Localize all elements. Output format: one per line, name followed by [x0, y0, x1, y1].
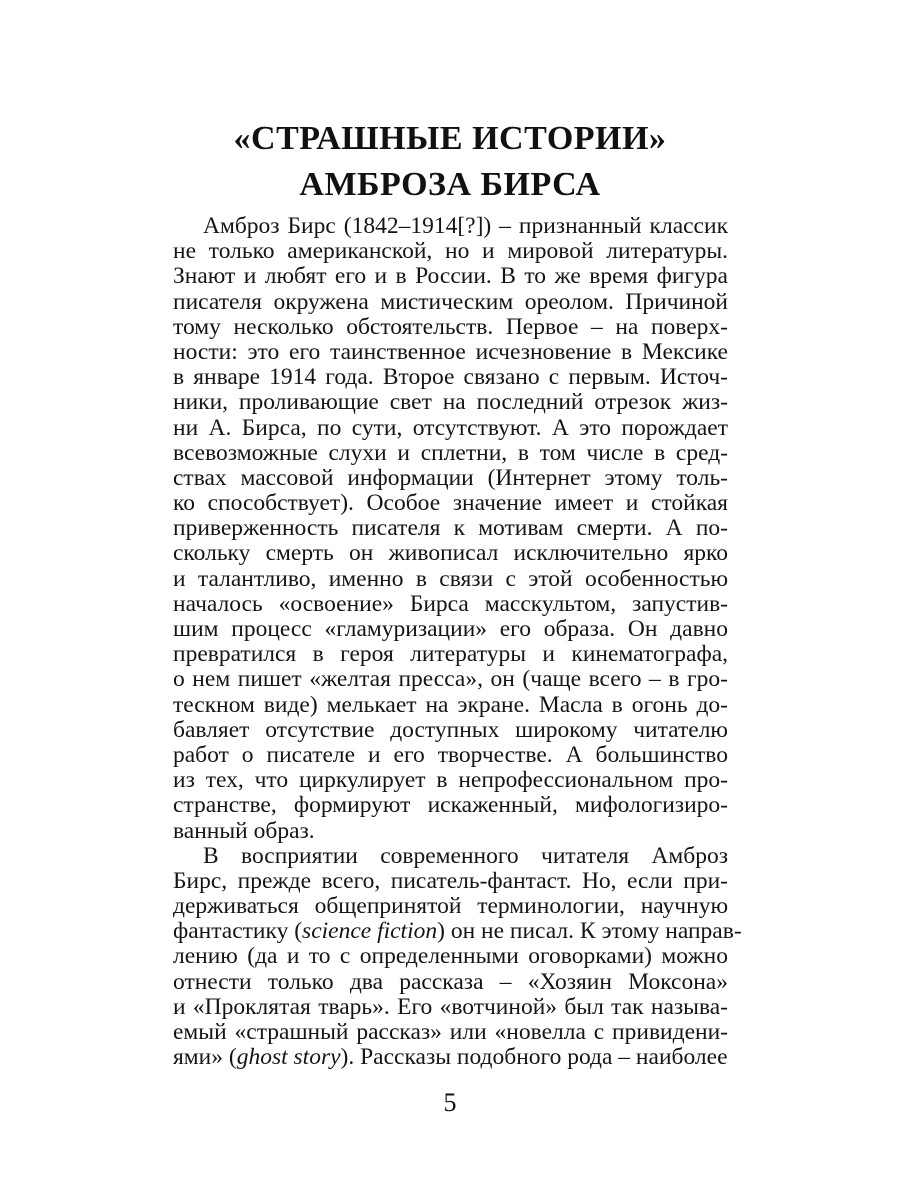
text-line: держиваться общепринятой терминологии, научную [173, 893, 728, 920]
text-line: ванный образ. [173, 817, 315, 844]
text-line: ности: это его таинственное исчезновение в Мексике [173, 338, 728, 365]
text-line: и талантливо, именно в связи с этой особенностью [173, 565, 728, 592]
text-line: емый «страшный рассказ» или «новелла с привидени- [173, 1019, 728, 1045]
text-line: ники, проливающие свет на последний отрезок жиз- [173, 389, 728, 416]
text-line: странстве, формируют искаженный, мифологизиро- [173, 792, 728, 819]
text-segment: ями» ( [173, 1044, 237, 1071]
text-line: приверженность писателя к мотивам смерти. А по- [173, 515, 728, 542]
chapter-title [150, 116, 750, 208]
paragraph [173, 842, 742, 1071]
text-line: превратился в героя литературы и кинематографа, [173, 641, 728, 668]
text-segment: ) он не писал. К этому направ- [437, 918, 742, 945]
text-line: ко способствует). Особое значение имеет и стойкая [173, 490, 728, 517]
text-segment: ). Рассказы подобного рода – наиболее [340, 1044, 728, 1071]
chapter-title-line-2: АМБРОЗА БИРСА [299, 166, 601, 203]
body-text [173, 213, 742, 1071]
italic-term: science fiction [302, 918, 438, 945]
text-line: скольку смерть он живописал исключительно ярко [173, 540, 728, 567]
text-line: бавляет отсутствие доступных широкому читателю [173, 716, 728, 743]
text-line: началось «освоение» Бирса масскультом, запустив- [173, 590, 728, 617]
text-line: в январе 1914 года. Второе связано с первым. Источ- [173, 364, 728, 391]
text-line: всевозможные слухи и сплетни, в том числе в сред- [173, 439, 728, 466]
text-line: В восприятии современного читателя Амброз [203, 842, 728, 869]
text-line: Знают и любят его и в России. В то же время фигура [173, 263, 728, 290]
italic-term: ghost story [236, 1044, 341, 1071]
text-line: о нем пишет «желтая пресса», он (чаще всего – в гро- [173, 666, 728, 693]
page-number: 5 [443, 1088, 457, 1117]
text-line [173, 918, 742, 945]
text-line: не только американской, но и мировой литературы. [173, 238, 728, 265]
text-line: работ о писателе и его творчестве. А большинство [173, 741, 728, 768]
text-line: тому несколько обстоятельств. Первое – на поверх- [173, 313, 728, 340]
text-line: тескном виде) мелькает на экране. Масла в огонь до- [173, 691, 728, 718]
text-line: шим процесс «гламуризации» его образа. Он давно [173, 616, 728, 642]
text-line: лению (да и то с определенными оговорками) можно [173, 943, 728, 970]
text-segment: фантастику ( [173, 918, 303, 945]
text-line: ни А. Бирса, по сути, отсутствуют. А это порождает [173, 414, 728, 441]
text-line: ствах массовой информации (Интернет этому толь- [173, 464, 728, 491]
text-line: и «Проклятая тварь». Его «вотчиной» был так называ- [173, 993, 728, 1020]
text-line: писателя окружена мистическим ореолом. Причиной [173, 288, 728, 315]
text-line: Бирс, прежде всего, писатель-фантаст. Но, если при- [173, 867, 728, 894]
text-line: отнести только два рассказа – «Хозяин Моксона» [173, 968, 728, 995]
text-line: Амброз Бирс (1842–1914[?]) – признанный классик [203, 213, 728, 239]
chapter-title-line-1: «СТРАШНЫЕ ИСТОРИИ» [233, 120, 667, 157]
text-line: из тех, что циркулирует в непрофессиональном про- [173, 767, 728, 794]
paragraph [173, 214, 728, 844]
text-line [173, 1045, 728, 1070]
